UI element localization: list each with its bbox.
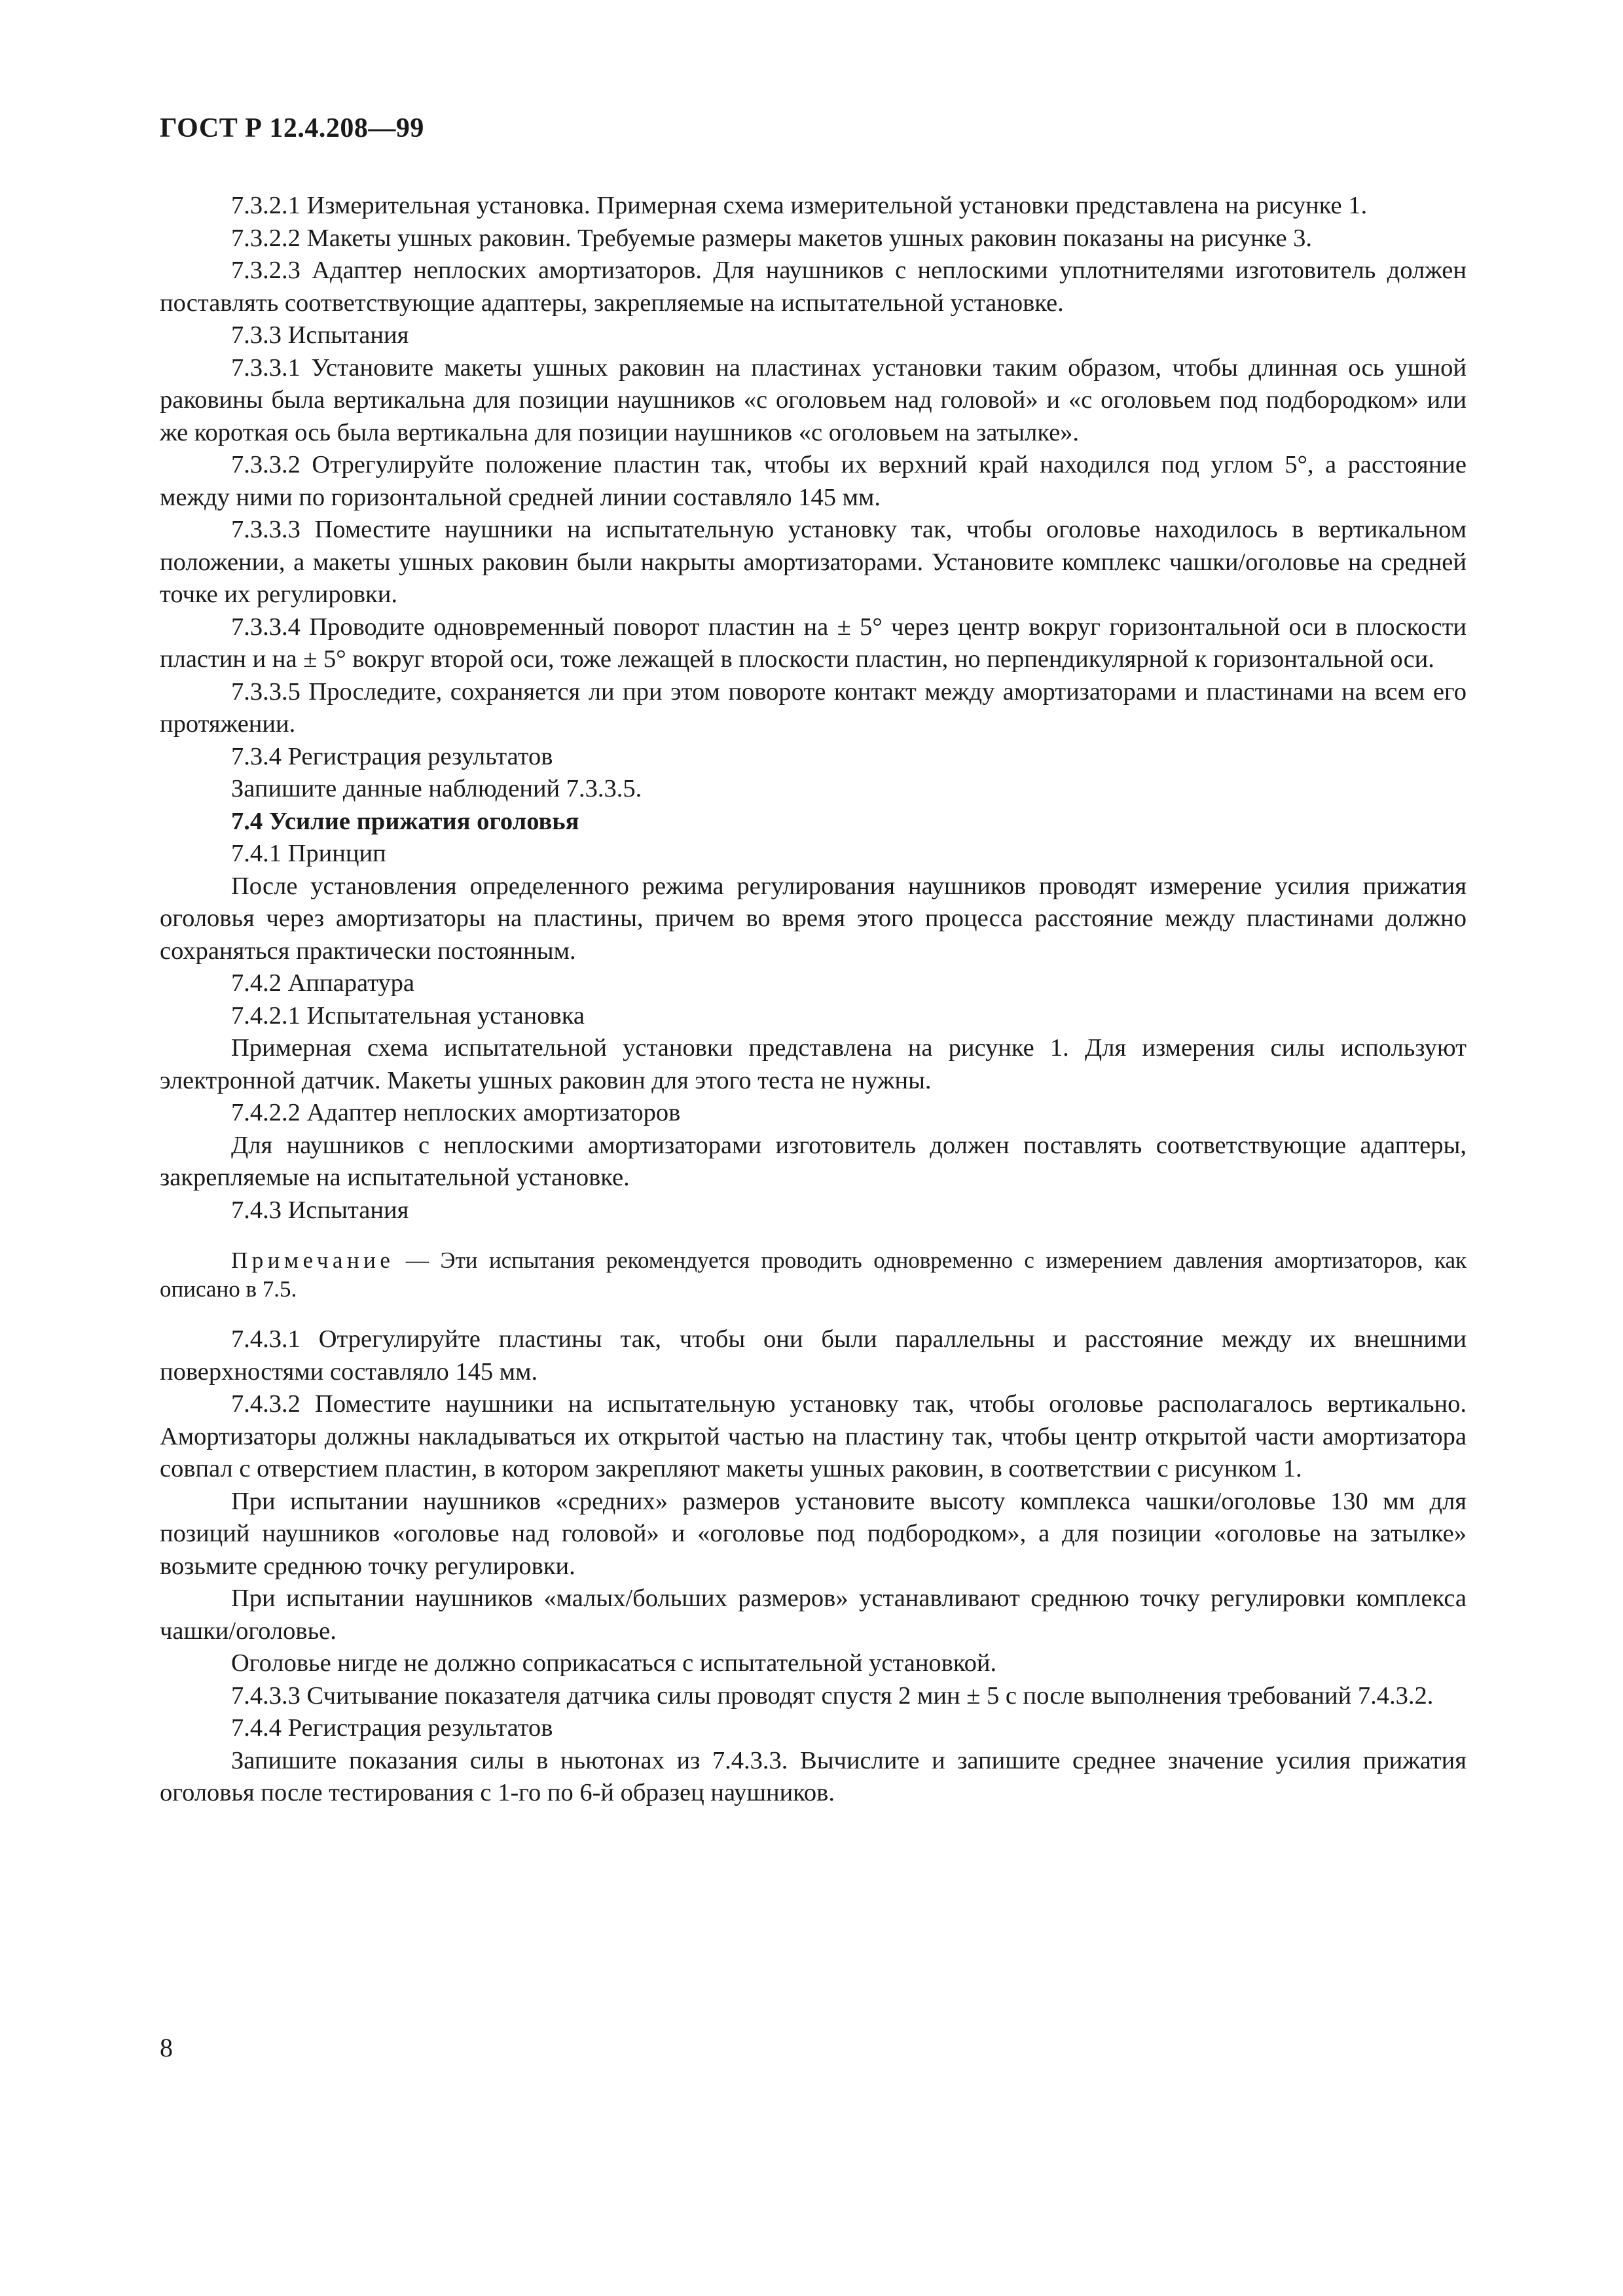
heading-7-4-2-1: 7.4.2.1 Испытательная установка [231, 1001, 585, 1030]
document-body [160, 190, 1467, 1810]
paragraph-7-3-3-1: 7.3.3.1 Установите макеты ушных раковин на пластинах установки таким образом, чтобы длинная ось ушной раковины была вертикальна для позиции наушников «с оголовьем над головой» и «с оголовьем под подбородком» или же короткая ось была вертикальна для позиции наушников «с оголовьем на затылке». [160, 353, 1467, 446]
section-heading-7-4: 7.4 Усилие прижатия оголовья [231, 807, 579, 835]
paragraph-7-4-4-text: Запишите показания силы в ньютонах из 7.4.3.3. Вычислите и запишите среднее значение усилия прижатия оголовья после тестирования с 1-го по 6-й образец наушников. [160, 1746, 1467, 1806]
paragraph-7-3-3-3: 7.3.3.3 Поместите наушники на испытательную установку так, чтобы оголовье находилось в вертикальном положении, а макеты ушных раковин были накрыты амортизаторами. Установите комплекс чашки/оголовье на средней точке их регулировки. [160, 516, 1467, 608]
note [160, 1246, 1467, 1304]
heading-7-4-1: 7.4.1 Принцип [231, 840, 386, 867]
paragraph-7-3-2-1: 7.3.2.1 Измерительная установка. Примерная схема измерительной установки представлена на рисунке 1. [231, 192, 1368, 219]
note-label: Примечание [231, 1247, 395, 1273]
heading-7-4-3: 7.4.3 Испытания [231, 1196, 409, 1224]
paragraph-7-3-2-3: 7.3.2.3 Адаптер неплоских амортизаторов. Для наушников с неплоскими уплотнителями изготовитель должен поставлять соответствующие адаптеры, закрепляемые на испытательной установке. [160, 257, 1467, 317]
heading-7-3-4: 7.3.4 Регистрация результатов [231, 742, 553, 770]
paragraph-7-4-2-1-text: Примерная схема испытательной установки представлена на рисунке 1. Для измерения силы используют электронной датчик. Макеты ушных раковин для этого теста не нужны. [160, 1034, 1467, 1094]
paragraph-7-4-3-1: 7.4.3.1 Отрегулируйте пластины так, чтобы они были параллельны и расстояние между их внешними поверхностями составляло 145 мм. [160, 1325, 1467, 1386]
paragraph-7-3-3-5: 7.3.3.5 Проследите, сохраняется ли при этом повороте контакт между амортизаторами и пластинами на всем его протяжении. [160, 677, 1467, 738]
paragraph-7-4-3-3: 7.4.3.3 Считывание показателя датчика силы проводят спустя 2 мин ± 5 с после выполнения требований 7.4.3.2. [231, 1681, 1434, 1710]
paragraph-7-4-3-2: 7.4.3.2 Поместите наушники на испытательную установку так, чтобы оголовье располагалось вертикально. Амортизаторы должны накладываться их открытой частью на пластину так, чтобы центр открытой части амортизатора совпал с отверстием пластин, в котором закрепляют макеты ушных раковин, в соответствии с рисунком 1. [160, 1390, 1467, 1482]
heading-7-3-3: 7.3.3 Испытания [231, 321, 409, 349]
paragraph-7-3-3-2: 7.3.3.2 Отрегулируйте положение пластин так, чтобы их верхний край находился под углом 5°, а расстояние между ними по горизонтальной средней линии составляло 145 мм. [160, 451, 1467, 511]
paragraph-7-3-2-2: 7.3.2.2 Макеты ушных раковин. Требуемые размеры макетов ушных раковин показаны на рисунке 3. [231, 224, 1313, 252]
heading-7-4-4: 7.4.4 Регистрация результатов [231, 1714, 553, 1742]
heading-7-4-2-2: 7.4.2.2 Адаптер неплоских амортизаторов [231, 1099, 681, 1126]
paragraph-7-4-2-2-text: Для наушников с неплоскими амортизаторами изготовитель должен поставлять соответствующие адаптеры, закрепляемые на испытательной установке. [160, 1131, 1467, 1191]
document-header: ГОСТ Р 12.4.208—99 [160, 113, 424, 143]
paragraph-7-4-1-text: После установления определенного режима регулирования наушников проводят измерение усилия прижатия оголовья через амортизаторы на пластины, причем во время этого процесса расстояние между пластинами должно сохраняться практически постоянным. [160, 872, 1467, 965]
heading-7-4-2: 7.4.2 Аппаратура [231, 969, 414, 997]
paragraph-small-large-sizes: При испытании наушников «малых/больших размеров» устанавливают среднюю точку регулировки комплекса чашки/оголовье. [160, 1585, 1467, 1645]
paragraph-headband-contact: Оголовье нигде не должно соприкасаться с испытательной установкой. [231, 1649, 997, 1677]
paragraph-7-3-3-4: 7.3.3.4 Проводите одновременный поворот пластин на ± 5° через центр вокруг горизонтальной оси в плоскости пластин и на ± 5° вокруг второй оси, тоже лежащей в плоскости пластин, но перпендикулярной к горизонтальной оси. [160, 613, 1467, 673]
paragraph-medium-sizes: При испытании наушников «средних» размеров установите высоту комплекса чашки/оголовье 130 мм для позиций наушников «оголовье над головой» и «оголовье под подбородком», а для позиции «оголовье на затылке» возьмите среднюю точку регулировки. [160, 1487, 1467, 1580]
note-text: — Эти испытания рекомендуется проводить одновременно с измерением давления амортизаторов, как описано в 7.5. [160, 1247, 1467, 1302]
paragraph-7-3-4-text: Запишите данные наблюдений 7.3.3.5. [231, 775, 642, 802]
page-number: 8 [160, 2033, 173, 2062]
